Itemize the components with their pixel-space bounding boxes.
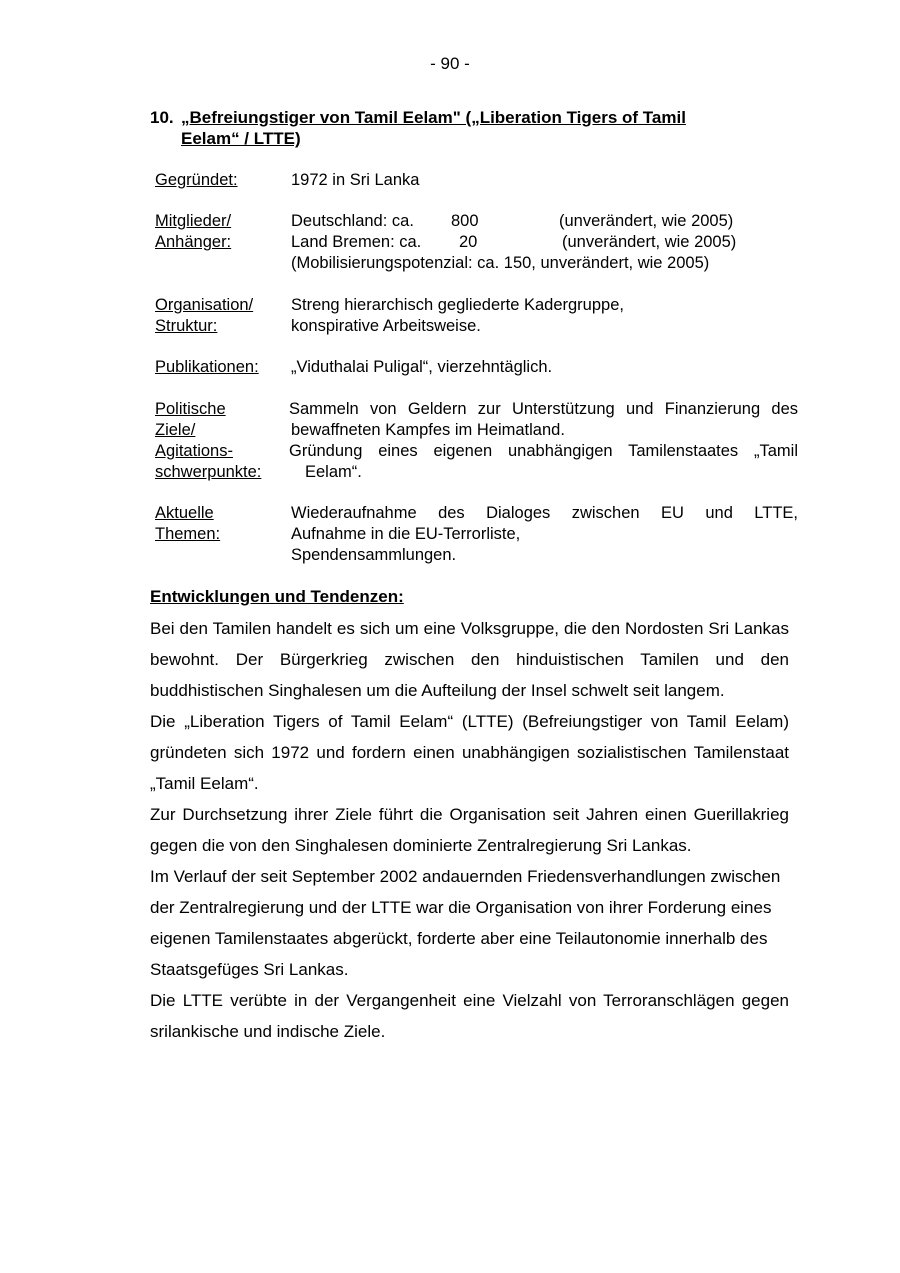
paragraph: Die „Liberation Tigers of Tamil Eelam“ (LTTE) (Befreiungstiger von Tamil Eelam) gründeten sich 1972 und fordern einen unabhängigen sozialistischen Tamilenstaat „Tamil Eelam“.: [150, 712, 789, 793]
mobilisierung-note: (Mobilisierungspotenzial: ca. 150, unverändert, wie 2005): [291, 254, 710, 272]
fact-label: Aktuelle: [155, 504, 214, 522]
fact-label: Publikationen:: [155, 358, 259, 376]
fact-value: Gründung eines eigenen unabhängigen Tamilenstaates „Tamil: [289, 442, 798, 460]
fact-value: 1972 in Sri Lanka: [291, 171, 420, 189]
member-row: [291, 232, 798, 253]
fact-label: Politische: [155, 400, 226, 418]
fact-label: Themen:: [155, 525, 221, 543]
heading-number: 10.: [150, 108, 174, 127]
fact-label: Organisation/: [155, 296, 254, 314]
fact-value: Eelam“.: [305, 463, 362, 481]
fact-label: Mitglieder/: [155, 212, 232, 230]
fact-value: Spendensammlungen.: [291, 546, 457, 564]
page-number: - 90 -: [430, 54, 470, 73]
fact-value: bewaffneten Kampfes im Heimatland.: [291, 421, 565, 439]
member-count: 800: [451, 212, 479, 230]
member-note: (unverändert, wie 2005): [559, 212, 734, 230]
heading-title-line1: „Befreiungstiger von Tamil Eelam" („Liberation Tigers of Tamil: [181, 108, 686, 127]
paragraph: Im Verlauf der seit September 2002 andauernden Friedensverhandlungen zwischen der Zentralregierung und der LTTE war die Organisation von ihrer Forderung eines eigenen Tamilenstaates abgerückt, forderte aber eine Teilautonomie innerhalb des Staatsgefüges Sri Lankas.: [150, 867, 781, 979]
member-row: [291, 211, 798, 232]
fact-value: „Viduthalai Puligal“, vierzehntäglich.: [291, 358, 553, 376]
paragraph: Zur Durchsetzung ihrer Ziele führt die Organisation seit Jahren einen Guerillakrieg gegen die von den Singhalesen dominierte Zentralregierung Sri Lankas.: [150, 805, 789, 855]
member-region: Land Bremen: ca.: [291, 233, 422, 251]
subsection-title: Entwicklungen und Tendenzen:: [150, 587, 404, 606]
member-region: Deutschland: ca.: [291, 212, 414, 230]
fact-label: schwerpunkte:: [155, 463, 262, 481]
member-count: 20: [459, 233, 478, 251]
section-heading: [150, 107, 810, 149]
heading-title-line2: Eelam“ / LTTE): [181, 129, 301, 148]
paragraph: Bei den Tamilen handelt es sich um eine Volksgruppe, die den Nordosten Sri Lankas bewohnt. Der Bürgerkrieg zwischen den hinduistischen Tamilen und den buddhistischen Singhalesen um die Aufteilung der Insel schwelt seit langem.: [150, 619, 789, 700]
body-text: [150, 613, 789, 1047]
fact-value: Sammeln von Geldern zur Unterstützung und Finanzierung des: [289, 400, 798, 418]
paragraph: Die LTTE verübte in der Vergangenheit eine Vielzahl von Terroranschlägen gegen srilankische und indische Ziele.: [150, 991, 789, 1041]
fact-value: Wiederaufnahme des Dialoges zwischen EU und LTTE,: [291, 504, 798, 522]
fact-label: Anhänger:: [155, 233, 232, 251]
fact-label: Ziele/: [155, 421, 196, 439]
member-note: (unverändert, wie 2005): [562, 233, 737, 251]
fact-label: Struktur:: [155, 317, 218, 335]
fact-value: konspirative Arbeitsweise.: [291, 317, 481, 335]
fact-value: Aufnahme in die EU-Terrorliste,: [291, 525, 521, 543]
fact-value: Streng hierarchisch gegliederte Kadergruppe,: [291, 296, 624, 314]
fact-label: Agitations-: [155, 442, 233, 460]
fact-label: Gegründet:: [155, 171, 238, 189]
